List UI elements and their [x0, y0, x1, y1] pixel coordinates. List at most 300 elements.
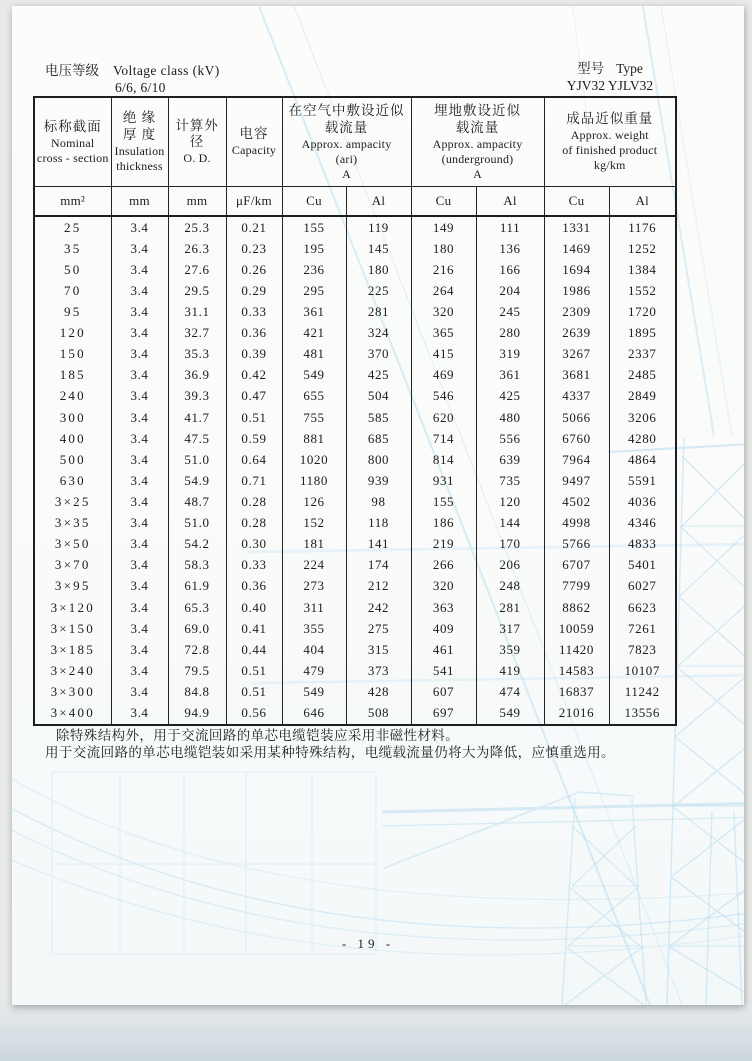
table-row: [34, 301, 676, 322]
table-cell: 35: [34, 238, 111, 259]
col-od-en: O. D.: [183, 151, 211, 166]
table-row: [34, 280, 676, 301]
table-row: [34, 597, 676, 618]
table-cell: 0.59: [226, 428, 282, 449]
table-units-row: [34, 186, 676, 216]
table-cell: 3×25: [34, 491, 111, 512]
col-insulation-cn2: 厚 度: [122, 127, 157, 143]
group-underground-cn2: 载流量: [455, 119, 500, 135]
table-cell: 881: [282, 428, 346, 449]
table-cell: 300: [34, 407, 111, 428]
table-cell: 0.51: [226, 407, 282, 428]
table-cell: 3.4: [111, 470, 168, 491]
subcol-air-cu: Cu: [282, 186, 346, 216]
table-cell: 800: [346, 449, 411, 470]
table-cell: 206: [476, 555, 544, 576]
group-weight-en1: Approx. weight: [570, 128, 649, 143]
table-cell: 7261: [609, 618, 676, 639]
table-cell: 655: [282, 386, 346, 407]
type-value: YJV32 YJLV32: [566, 78, 654, 93]
table-row: [34, 703, 676, 725]
table-cell: 14583: [544, 660, 609, 681]
table-cell: 0.40: [226, 597, 282, 618]
table-cell: 195: [282, 238, 346, 259]
table-cell: 245: [476, 301, 544, 322]
table-cell: 120: [476, 491, 544, 512]
group-weight-en2: of finished product: [562, 143, 658, 158]
table-cell: 264: [411, 280, 476, 301]
table-cell: 0.64: [226, 449, 282, 470]
table-cell: 266: [411, 555, 476, 576]
voltage-class-label-en: Voltage class (kV): [113, 63, 220, 78]
table-cell: 7823: [609, 639, 676, 660]
table-cell: 98: [346, 491, 411, 512]
footnotes: [45, 728, 615, 761]
table-cell: 136: [476, 238, 544, 259]
table-cell: 549: [476, 703, 544, 725]
table-cell: 225: [346, 280, 411, 301]
table-cell: 549: [282, 681, 346, 702]
table-cell: 181: [282, 534, 346, 555]
table-cell: 469: [411, 365, 476, 386]
subcol-weight-cu: Cu: [544, 186, 609, 216]
table-cell: 51.0: [168, 449, 226, 470]
table-cell: 6707: [544, 555, 609, 576]
table-row: [34, 639, 676, 660]
table-cell: 0.42: [226, 365, 282, 386]
table-cell: 1176: [609, 216, 676, 238]
table-cell: 0.33: [226, 555, 282, 576]
table-cell: 3.4: [111, 386, 168, 407]
table-cell: 21016: [544, 703, 609, 725]
table-cell: 4864: [609, 449, 676, 470]
table-cell: 2639: [544, 323, 609, 344]
group-underground-en3: A: [473, 166, 482, 181]
table-row: [34, 428, 676, 449]
col-group-ampacity-underground: [411, 97, 544, 186]
table-cell: 1720: [609, 301, 676, 322]
table-cell: 3×120: [34, 597, 111, 618]
table-cell: 3.4: [111, 280, 168, 301]
table-cell: 1552: [609, 280, 676, 301]
table-cell: 3×95: [34, 576, 111, 597]
voltage-class-label-cn: 电压等级: [45, 63, 99, 78]
table-cell: 361: [282, 301, 346, 322]
table-cell: 3.4: [111, 449, 168, 470]
table-cell: 685: [346, 428, 411, 449]
table-cell: 3×50: [34, 534, 111, 555]
table-cell: 7964: [544, 449, 609, 470]
table-cell: 317: [476, 618, 544, 639]
table-cell: 3.4: [111, 365, 168, 386]
table-cell: 3.4: [111, 534, 168, 555]
table-row: [34, 323, 676, 344]
table-cell: 3×300: [34, 681, 111, 702]
table-cell: 4280: [609, 428, 676, 449]
voltage-class-value: 6/6, 6/10: [115, 80, 166, 95]
col-nominal-cn: 标称截面: [43, 118, 102, 134]
table-cell: 212: [346, 576, 411, 597]
table-cell: 3.4: [111, 660, 168, 681]
table-cell: 65.3: [168, 597, 226, 618]
table-cell: 3×240: [34, 660, 111, 681]
table-cell: 2485: [609, 365, 676, 386]
table-cell: 755: [282, 407, 346, 428]
table-cell: 94.9: [168, 703, 226, 725]
table-cell: 419: [476, 660, 544, 681]
table-cell: 111: [476, 216, 544, 238]
col-nominal-en1: Nominal: [51, 135, 95, 150]
table-cell: 170: [476, 534, 544, 555]
table-row: [34, 513, 676, 534]
table-cell: 931: [411, 470, 476, 491]
type-header: [552, 60, 668, 94]
table-cell: 273: [282, 576, 346, 597]
note-2: 用于交流回路的单芯电缆铠装如采用某种特殊结构，电缆载流量仍将大为降低，应慎重选用。: [45, 744, 615, 760]
table-cell: 425: [346, 365, 411, 386]
table-cell: 504: [346, 386, 411, 407]
table-cell: 16837: [544, 681, 609, 702]
table-cell: 84.8: [168, 681, 226, 702]
table-cell: 646: [282, 703, 346, 725]
table-cell: 365: [411, 323, 476, 344]
table-cell: 3267: [544, 344, 609, 365]
table-cell: 174: [346, 555, 411, 576]
table-cell: 361: [476, 365, 544, 386]
table-cell: 0.44: [226, 639, 282, 660]
table-cell: 3.4: [111, 703, 168, 725]
group-air-en3: A: [342, 166, 351, 181]
table-cell: 0.36: [226, 576, 282, 597]
table-cell: 25.3: [168, 216, 226, 238]
col-insulation-cn1: 绝 缘: [122, 110, 157, 126]
col-insulation-en2: thickness: [116, 159, 163, 174]
voltage-class-header: [45, 62, 220, 96]
table-cell: 186: [411, 513, 476, 534]
table-cell: 1469: [544, 238, 609, 259]
table-cell: 474: [476, 681, 544, 702]
group-weight-cn: 成品近似重量: [566, 111, 654, 127]
table-cell: 10059: [544, 618, 609, 639]
table-cell: 2309: [544, 301, 609, 322]
table-cell: 1180: [282, 470, 346, 491]
table-cell: 508: [346, 703, 411, 725]
table-cell: 320: [411, 301, 476, 322]
table-cell: 47.5: [168, 428, 226, 449]
table-cell: 4346: [609, 513, 676, 534]
table-cell: 36.9: [168, 365, 226, 386]
table-cell: 3.4: [111, 407, 168, 428]
table-cell: 27.6: [168, 259, 226, 280]
table-cell: 546: [411, 386, 476, 407]
table-cell: 315: [346, 639, 411, 660]
group-air-en2: (ari): [335, 151, 358, 166]
table-cell: 3.4: [111, 491, 168, 512]
table-cell: 152: [282, 513, 346, 534]
col-header-capacity: [226, 97, 282, 186]
table-row: [34, 449, 676, 470]
table-cell: 119: [346, 216, 411, 238]
table-cell: 281: [476, 597, 544, 618]
table-cell: 3.4: [111, 238, 168, 259]
table-cell: 3.4: [111, 639, 168, 660]
table-cell: 61.9: [168, 576, 226, 597]
table-cell: 1694: [544, 259, 609, 280]
group-air-cn2: 载流量: [324, 119, 369, 135]
table-cell: 0.39: [226, 344, 282, 365]
table-cell: 355: [282, 618, 346, 639]
table-cell: 3.4: [111, 576, 168, 597]
table-cell: 0.41: [226, 618, 282, 639]
col-nominal-en2: cross - section: [36, 150, 109, 165]
col-group-ampacity-air: [282, 97, 411, 186]
table-cell: 54.2: [168, 534, 226, 555]
table-cell: 54.9: [168, 470, 226, 491]
table-cell: 3.4: [111, 301, 168, 322]
table-cell: 69.0: [168, 618, 226, 639]
table-cell: 363: [411, 597, 476, 618]
note-1: 除特殊结构外，用于交流回路的单芯电缆铠装应采用非磁性材料。: [56, 728, 460, 743]
table-cell: 481: [282, 344, 346, 365]
page-number: - 19 -: [341, 936, 395, 951]
table-cell: 32.7: [168, 323, 226, 344]
table-cell: 145: [346, 238, 411, 259]
col-capacity-cn: 电容: [239, 126, 269, 142]
table-cell: 1384: [609, 259, 676, 280]
table-cell: 370: [346, 344, 411, 365]
table-cell: 295: [282, 280, 346, 301]
table-row: [34, 344, 676, 365]
unit-mm-od: mm: [168, 186, 226, 216]
table-cell: 0.26: [226, 259, 282, 280]
table-cell: 31.1: [168, 301, 226, 322]
table-cell: 0.51: [226, 660, 282, 681]
table-cell: 79.5: [168, 660, 226, 681]
table-cell: 697: [411, 703, 476, 725]
subcol-air-al: Al: [346, 186, 411, 216]
unit-uf-km: μF/km: [226, 186, 282, 216]
table-cell: 280: [476, 323, 544, 344]
table-cell: 39.3: [168, 386, 226, 407]
table-cell: 126: [282, 491, 346, 512]
unit-mm-insulation: mm: [111, 186, 168, 216]
table-cell: 549: [282, 365, 346, 386]
table-cell: 415: [411, 344, 476, 365]
group-underground-en1: Approx. ampacity: [432, 136, 523, 151]
table-cell: 248: [476, 576, 544, 597]
table-cell: 11242: [609, 681, 676, 702]
table-cell: 500: [34, 449, 111, 470]
table-cell: 236: [282, 259, 346, 280]
table-cell: 4337: [544, 386, 609, 407]
table-cell: 311: [282, 597, 346, 618]
table-cell: 25: [34, 216, 111, 238]
table-cell: 400: [34, 428, 111, 449]
table-cell: 1895: [609, 323, 676, 344]
table-cell: 3.4: [111, 597, 168, 618]
table-cell: 735: [476, 470, 544, 491]
table-cell: 141: [346, 534, 411, 555]
table-cell: 0.28: [226, 491, 282, 512]
table-cell: 0.23: [226, 238, 282, 259]
table-cell: 4502: [544, 491, 609, 512]
table-cell: 48.7: [168, 491, 226, 512]
table-row: [34, 386, 676, 407]
group-weight-en3: kg/km: [593, 158, 626, 173]
table-cell: 3×35: [34, 513, 111, 534]
table-cell: 11420: [544, 639, 609, 660]
table-cell: 541: [411, 660, 476, 681]
table-row: [34, 470, 676, 491]
col-od-cn: 计算外径: [175, 118, 219, 150]
table-cell: 324: [346, 323, 411, 344]
table-header-row: [34, 97, 676, 186]
spec-table-body: [34, 216, 676, 725]
table-cell: 0.71: [226, 470, 282, 491]
table-cell: 0.30: [226, 534, 282, 555]
group-underground-en2: (underground): [441, 151, 514, 166]
table-row: [34, 534, 676, 555]
table-cell: 1986: [544, 280, 609, 301]
group-air-cn1: 在空气中敷设近似: [288, 102, 405, 118]
table-row: [34, 576, 676, 597]
table-cell: 3.4: [111, 681, 168, 702]
table-cell: 58.3: [168, 555, 226, 576]
table-row: [34, 660, 676, 681]
table-cell: 180: [346, 259, 411, 280]
table-cell: 13556: [609, 703, 676, 725]
table-cell: 118: [346, 513, 411, 534]
table-cell: 639: [476, 449, 544, 470]
table-cell: 50: [34, 259, 111, 280]
table-cell: 3×185: [34, 639, 111, 660]
table-cell: 224: [282, 555, 346, 576]
table-cell: 204: [476, 280, 544, 301]
table-cell: 1252: [609, 238, 676, 259]
table-cell: 5066: [544, 407, 609, 428]
col-group-finished-weight: [544, 97, 676, 186]
type-label-en: Type: [616, 61, 643, 76]
table-cell: 1020: [282, 449, 346, 470]
table-cell: 0.36: [226, 323, 282, 344]
subcol-underground-al: Al: [476, 186, 544, 216]
table-cell: 359: [476, 639, 544, 660]
table-cell: 10107: [609, 660, 676, 681]
table-cell: 281: [346, 301, 411, 322]
table-cell: 9497: [544, 470, 609, 491]
table-cell: 0.33: [226, 301, 282, 322]
table-cell: 5401: [609, 555, 676, 576]
table-cell: 144: [476, 513, 544, 534]
table-cell: 3.4: [111, 555, 168, 576]
table-row: [34, 618, 676, 639]
table-cell: 29.5: [168, 280, 226, 301]
table-cell: 319: [476, 344, 544, 365]
table-row: [34, 259, 676, 280]
col-header-outer-diameter: [168, 97, 226, 186]
unit-mm2: mm²: [34, 186, 111, 216]
col-insulation-en1: Insulation: [114, 144, 165, 159]
table-cell: 72.8: [168, 639, 226, 660]
table-cell: 428: [346, 681, 411, 702]
table-cell: 0.21: [226, 216, 282, 238]
table-cell: 480: [476, 407, 544, 428]
table-row: [34, 216, 676, 238]
table-cell: 219: [411, 534, 476, 555]
table-cell: 155: [282, 216, 346, 238]
group-underground-cn1: 埋地敷设近似: [434, 102, 521, 118]
table-cell: 3206: [609, 407, 676, 428]
col-capacity-en: Capacity: [231, 143, 277, 158]
table-cell: 150: [34, 344, 111, 365]
table-cell: 0.29: [226, 280, 282, 301]
table-cell: 149: [411, 216, 476, 238]
table-cell: 185: [34, 365, 111, 386]
table-cell: 5591: [609, 470, 676, 491]
table-cell: 0.47: [226, 386, 282, 407]
table-row: [34, 407, 676, 428]
table-cell: 3.4: [111, 259, 168, 280]
table-cell: 70: [34, 280, 111, 301]
table-cell: 240: [34, 386, 111, 407]
col-header-nominal-cross-section: [34, 97, 111, 186]
table-cell: 51.0: [168, 513, 226, 534]
table-cell: 814: [411, 449, 476, 470]
table-cell: 404: [282, 639, 346, 660]
table-cell: 421: [282, 323, 346, 344]
table-cell: 461: [411, 639, 476, 660]
table-cell: 5766: [544, 534, 609, 555]
col-header-insulation-thickness: [111, 97, 168, 186]
table-cell: 2337: [609, 344, 676, 365]
table-cell: 479: [282, 660, 346, 681]
table-cell: 4833: [609, 534, 676, 555]
table-cell: 939: [346, 470, 411, 491]
table-cell: 3×150: [34, 618, 111, 639]
table-cell: 714: [411, 428, 476, 449]
table-cell: 620: [411, 407, 476, 428]
table-cell: 3×400: [34, 703, 111, 725]
table-cell: 556: [476, 428, 544, 449]
table-cell: 425: [476, 386, 544, 407]
table-cell: 275: [346, 618, 411, 639]
table-cell: 4036: [609, 491, 676, 512]
table-cell: 3.4: [111, 513, 168, 534]
table-row: [34, 238, 676, 259]
table-cell: 2849: [609, 386, 676, 407]
type-label-cn: 型号: [577, 61, 605, 76]
table-cell: 180: [411, 238, 476, 259]
table-row: [34, 491, 676, 512]
table-cell: 242: [346, 597, 411, 618]
table-cell: 8862: [544, 597, 609, 618]
table-cell: 3×70: [34, 555, 111, 576]
table-cell: 95: [34, 301, 111, 322]
group-air-en1: Approx. ampacity: [301, 136, 392, 151]
table-cell: 0.56: [226, 703, 282, 725]
table-row: [34, 365, 676, 386]
table-cell: 4998: [544, 513, 609, 534]
table-cell: 630: [34, 470, 111, 491]
table-cell: 0.28: [226, 513, 282, 534]
table-cell: 166: [476, 259, 544, 280]
table-cell: 585: [346, 407, 411, 428]
table-cell: 6623: [609, 597, 676, 618]
table-cell: 7799: [544, 576, 609, 597]
subcol-underground-cu: Cu: [411, 186, 476, 216]
table-cell: 320: [411, 576, 476, 597]
table-cell: 409: [411, 618, 476, 639]
